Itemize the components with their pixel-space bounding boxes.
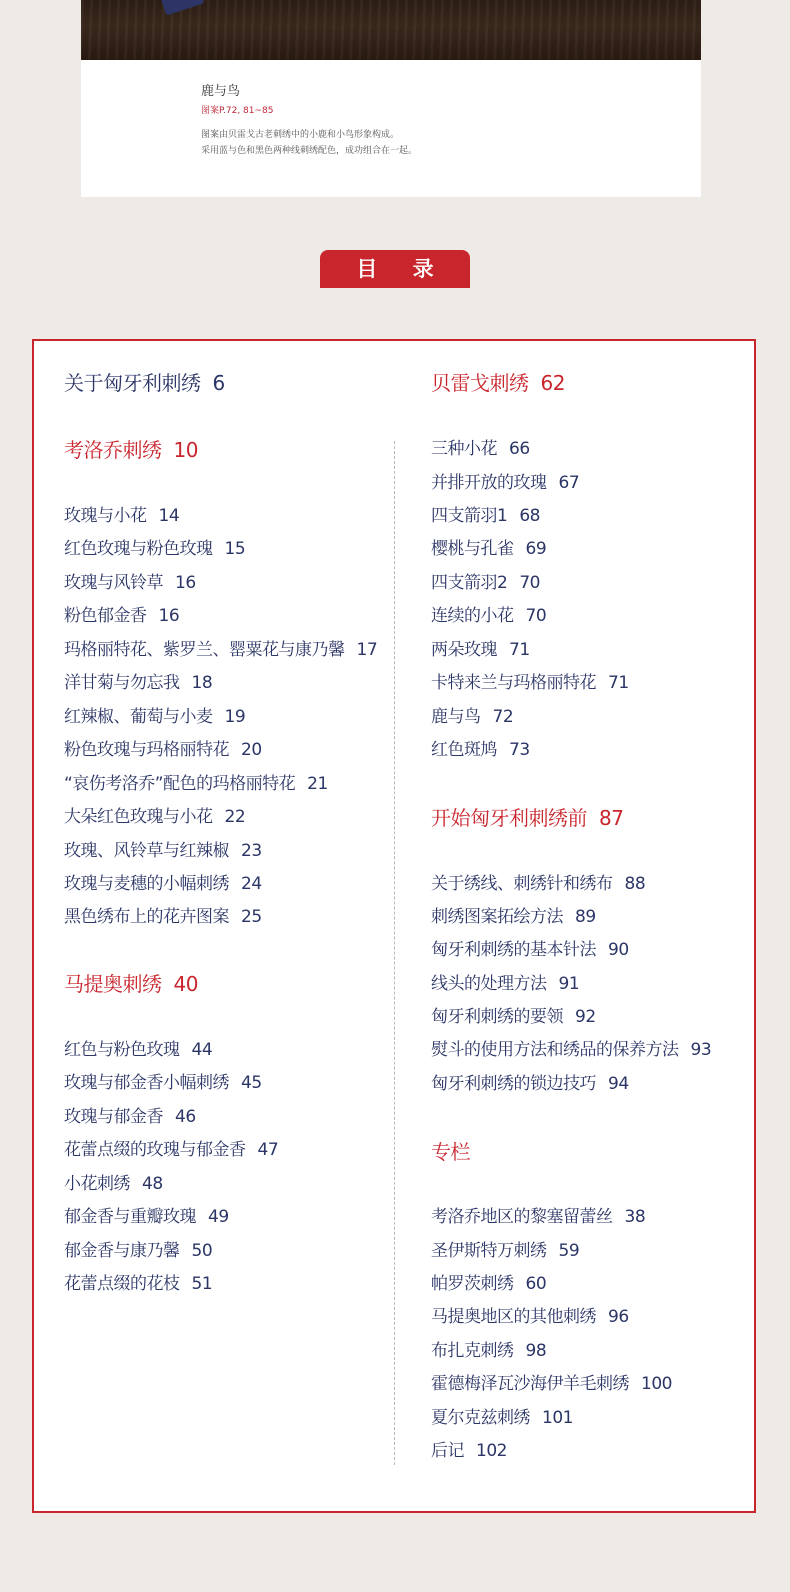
toc-section-heading[interactable] (431, 1136, 470, 1165)
toc-page-number: 24 (241, 874, 262, 894)
toc-page-number: 10 (173, 438, 198, 462)
toc-page-number: 23 (241, 841, 262, 861)
toc-entry-title: 贝雷戈刺绣 (431, 371, 529, 395)
toc-entry-title: 关于匈牙利刺绣 (64, 371, 201, 395)
toc-entry[interactable] (431, 935, 629, 960)
toc-page-number: 87 (599, 806, 624, 830)
toc-entry-title: 粉色郁金香 (64, 606, 147, 626)
embroidery-photo (81, 0, 701, 60)
toc-page-number: 47 (257, 1140, 279, 1160)
toc-entry[interactable] (431, 1236, 579, 1261)
toc-entry-title: 后记 (431, 1441, 464, 1461)
toc-entry[interactable] (64, 769, 328, 794)
toc-entry[interactable] (64, 1236, 212, 1261)
toc-page-number: 66 (509, 439, 530, 459)
toc-entry[interactable] (431, 902, 596, 927)
toc-entry[interactable] (431, 635, 530, 660)
toc-entry-title: 花蕾点缀的玫瑰与郁金香 (64, 1140, 246, 1160)
toc-entry[interactable] (64, 1035, 212, 1060)
toc-page-number: 88 (624, 874, 646, 894)
toc-entry-title: 考洛乔刺绣 (64, 438, 162, 462)
toc-page-number: 49 (208, 1207, 229, 1227)
toc-section-heading[interactable] (64, 968, 198, 997)
toc-page-number: 46 (175, 1107, 196, 1127)
toc-page-number: 89 (575, 907, 596, 927)
toc-entry-title: 玫瑰与郁金香小幅刺绣 (64, 1073, 229, 1093)
toc-entry-title: 黑色绣布上的花卉图案 (64, 907, 229, 927)
toc-entry[interactable] (64, 1269, 212, 1294)
toc-page-number: 51 (191, 1274, 213, 1294)
toc-page-number: 50 (191, 1241, 213, 1261)
toc-entry[interactable] (431, 501, 540, 526)
toc-page-number: 72 (492, 707, 514, 727)
toc-entry-title: 马提奥刺绣 (64, 972, 162, 996)
toc-page-number: 40 (173, 972, 198, 996)
toc-entry[interactable] (431, 1269, 546, 1294)
toc-entry[interactable] (64, 802, 245, 827)
toc-entry-title: 红色玫瑰与粉色玫瑰 (64, 539, 213, 559)
toc-entry-title: 开始匈牙利刺绣前 (431, 806, 587, 830)
toc-entry[interactable] (64, 1169, 163, 1194)
toc-entry[interactable] (431, 1069, 629, 1094)
toc-entry[interactable] (64, 702, 245, 727)
toc-page-number: 71 (608, 673, 629, 693)
toc-page-number: 68 (519, 506, 540, 526)
toc-entry-title: 郁金香与重瓣玫瑰 (64, 1207, 196, 1227)
toc-entry[interactable] (64, 836, 262, 861)
toc-entry-title: 关于绣线、刺绣针和绣布 (431, 874, 613, 894)
toc-entry[interactable] (431, 1035, 711, 1060)
toc-page-number: 91 (558, 974, 580, 994)
toc-page-number: 6 (212, 371, 225, 395)
toc-entry-title: 匈牙利刺绣的要领 (431, 1007, 563, 1027)
toc-entry-title: 大朵红色玫瑰与小花 (64, 807, 213, 827)
toc-entry[interactable] (431, 1369, 672, 1394)
toc-entry-title: 匈牙利刺绣的基本针法 (431, 940, 596, 960)
toc-entry[interactable] (431, 534, 546, 559)
toc-entry-title: 玫瑰与麦穗的小幅刺绣 (64, 874, 229, 894)
toc-page-number: 67 (558, 473, 580, 493)
column-divider (394, 441, 395, 1465)
toc-entry-title: 红色与粉色玫瑰 (64, 1040, 180, 1060)
toc-entry[interactable] (64, 668, 212, 693)
toc-page-number: 100 (641, 1374, 672, 1394)
toc-page-number: 94 (608, 1074, 629, 1094)
toc-entry-title: 连续的小花 (431, 606, 514, 626)
toc-title: 目 录 (320, 250, 470, 288)
toc-page-number: 48 (142, 1174, 163, 1194)
toc-entry[interactable] (431, 969, 579, 994)
caption-desc-line: 采用蓝与色和黑色两种线刺绣配色，成功组合在一起。 (201, 146, 418, 156)
toc-entry-title: 夏尔克兹刺绣 (431, 1408, 530, 1428)
toc-entry-title: 线头的处理方法 (431, 974, 547, 994)
toc-page-number: 60 (525, 1274, 547, 1294)
toc-entry-title: 卡特来兰与玛格丽特花 (431, 673, 596, 693)
toc-entry-title: 四支箭羽1 (431, 506, 508, 526)
caption-desc-line: 图案由贝雷戈古老刺绣中的小鹿和小鸟形象构成。 (201, 130, 400, 140)
toc-entry-title: 刺绣图案拓绘方法 (431, 907, 563, 927)
toc-entry[interactable] (64, 601, 179, 626)
toc-entry[interactable] (64, 735, 262, 760)
toc-entry[interactable] (64, 635, 377, 660)
toc-entry[interactable] (431, 601, 546, 626)
toc-page-number: 14 (158, 506, 180, 526)
toc-entry-title: 玫瑰与小花 (64, 506, 147, 526)
toc-entry-title: 四支箭羽2 (431, 573, 508, 593)
toc-page-number: 16 (175, 573, 196, 593)
toc-entry[interactable] (431, 1336, 546, 1361)
caption-pages: 图案P.72, 81~85 (201, 106, 274, 116)
toc-entry[interactable] (431, 1302, 629, 1327)
toc-entry[interactable] (431, 468, 579, 493)
toc-page-number: 38 (624, 1207, 646, 1227)
toc-entry-title: 马提奥地区的其他刺绣 (431, 1307, 596, 1327)
featured-photo-card (81, 0, 701, 197)
toc-entry[interactable] (64, 568, 196, 593)
toc-page-number: 90 (608, 940, 629, 960)
toc-page-number: 70 (525, 606, 547, 626)
toc-page-number: 92 (575, 1007, 596, 1027)
toc-page-number: 15 (224, 539, 246, 559)
toc-entry-title: 考洛乔地区的黎塞留蕾丝 (431, 1207, 613, 1227)
caption-title: 鹿与鸟 (201, 84, 241, 99)
toc-section-heading[interactable] (64, 434, 198, 463)
toc-page-number: 45 (241, 1073, 262, 1093)
toc-entry-title: 玛格丽特花、紫罗兰、罂粟花与康乃馨 (64, 640, 345, 660)
toc-page-number: 69 (525, 539, 547, 559)
toc-entry[interactable] (431, 668, 629, 693)
toc-page-number: 71 (509, 640, 530, 660)
toc-entry[interactable] (431, 869, 645, 894)
toc-entry-title: 并排开放的玫瑰 (431, 473, 547, 493)
toc-section-heading[interactable] (64, 367, 225, 396)
toc-entry[interactable] (64, 869, 262, 894)
toc-page-number: 93 (690, 1040, 712, 1060)
toc-entry-title: 花蕾点缀的花枝 (64, 1274, 180, 1294)
toc-page-number: 21 (307, 774, 328, 794)
toc-entry-title: 玫瑰与郁金香 (64, 1107, 163, 1127)
toc-entry-title: 帕罗茨刺绣 (431, 1274, 514, 1294)
toc-page-number: 73 (509, 740, 530, 760)
toc-entry[interactable] (431, 1002, 596, 1027)
toc-entry[interactable] (431, 1436, 507, 1461)
toc-page-number: 44 (191, 1040, 213, 1060)
toc-page-number: 22 (224, 807, 246, 827)
toc-entry[interactable] (64, 902, 262, 927)
toc-entry[interactable] (64, 1102, 196, 1127)
toc-page-number: 96 (608, 1307, 629, 1327)
toc-entry-title: 布扎克刺绣 (431, 1341, 514, 1361)
toc-section-heading[interactable] (431, 802, 623, 831)
toc-page-number: 101 (542, 1408, 573, 1428)
toc-page-number: 16 (158, 606, 180, 626)
toc-page-number: 20 (241, 740, 262, 760)
toc-entry[interactable] (431, 735, 530, 760)
toc-entry-title: 三种小花 (431, 439, 497, 459)
toc-entry-title: 红辣椒、葡萄与小麦 (64, 707, 213, 727)
toc-entry-title: 圣伊斯特万刺绣 (431, 1241, 547, 1261)
toc-page-number: 19 (224, 707, 246, 727)
toc-entry[interactable] (431, 1403, 573, 1428)
toc-entry-title: 粉色玫瑰与玛格丽特花 (64, 740, 229, 760)
toc-entry-title: 熨斗的使用方法和绣品的保养方法 (431, 1040, 679, 1060)
toc-entry[interactable] (64, 534, 245, 559)
toc-entry-title: “哀伤考洛乔”配色的玛格丽特花 (64, 774, 296, 794)
table-of-contents (32, 339, 756, 1513)
toc-entry[interactable] (431, 434, 530, 459)
toc-entry[interactable] (431, 702, 513, 727)
toc-page-number: 25 (241, 907, 262, 927)
toc-entry-title: 专栏 (431, 1140, 470, 1164)
toc-page-number: 70 (519, 573, 540, 593)
toc-entry[interactable] (64, 1202, 229, 1227)
toc-entry[interactable] (431, 1202, 645, 1227)
toc-entry-title: 鹿与鸟 (431, 707, 481, 727)
toc-entry-title: 霍德梅泽瓦沙海伊羊毛刺绣 (431, 1374, 629, 1394)
toc-entry[interactable] (64, 1135, 278, 1160)
toc-section-heading[interactable] (431, 367, 565, 396)
toc-entry-title: 玫瑰与风铃草 (64, 573, 163, 593)
toc-entry[interactable] (64, 1068, 262, 1093)
toc-entry-title: 玫瑰、风铃草与红辣椒 (64, 841, 229, 861)
toc-page-number: 18 (191, 673, 213, 693)
toc-page-number: 59 (558, 1241, 580, 1261)
toc-entry-title: 两朵玫瑰 (431, 640, 497, 660)
toc-page-number: 17 (356, 640, 378, 660)
toc-entry[interactable] (64, 501, 179, 526)
toc-entry-title: 郁金香与康乃馨 (64, 1241, 180, 1261)
toc-entry-title: 红色斑鸠 (431, 740, 497, 760)
toc-entry-title: 洋甘菊与勿忘我 (64, 673, 180, 693)
toc-entry[interactable] (431, 568, 540, 593)
toc-page-number: 62 (540, 371, 565, 395)
toc-page-number: 102 (476, 1441, 507, 1461)
toc-entry-title: 樱桃与孔雀 (431, 539, 514, 559)
toc-page-number: 98 (525, 1341, 547, 1361)
toc-entry-title: 匈牙利刺绣的锁边技巧 (431, 1074, 596, 1094)
toc-entry-title: 小花刺绣 (64, 1174, 130, 1194)
caption-description (201, 127, 417, 159)
